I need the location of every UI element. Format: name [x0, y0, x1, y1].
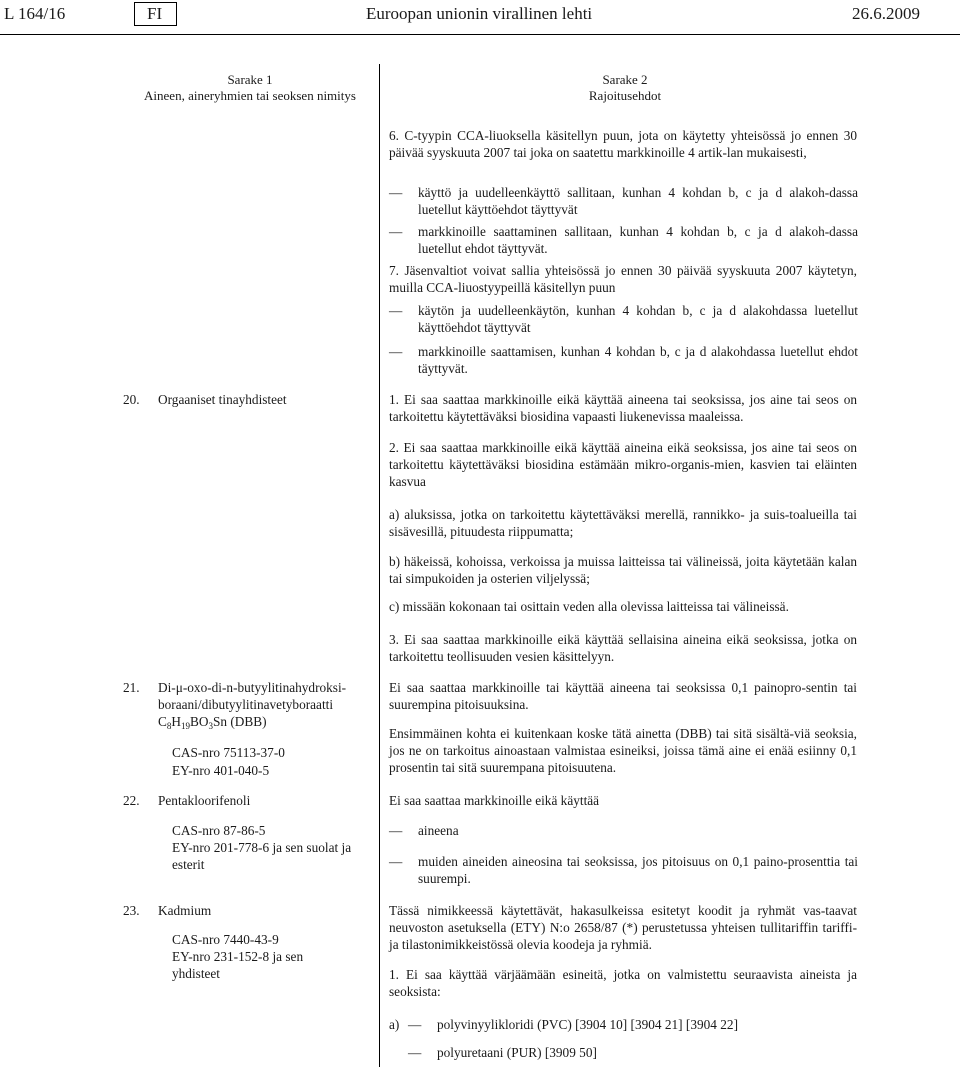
entry22-name: Pentakloorifenoli: [158, 793, 251, 808]
entry23-cas: CAS-nro 7440-43-9: [172, 932, 279, 947]
condition-p7-dash2: — markkinoille saattamisen, kunhan 4 kohdan b, c ja d alakohdassa luetellut ehdot täyttyvät.: [418, 343, 858, 377]
condition-p7: 7. Jäsenvaltiot voivat sallia yhteisössä jo ennen 30 päivää syyskuuta 2007 käytetyn, muilla CCA-liuostyypeillä käsitellyn puun: [389, 263, 857, 296]
entry20-name: Orgaaniset tinayhdisteet: [158, 392, 287, 407]
entry21-name-line2: boraani/dibutyylitinavetyboraatti: [158, 697, 334, 713]
entry23-number: 23.: [123, 903, 140, 918]
column1-head: [125, 72, 375, 104]
condition-p6-dash1: — käyttö ja uudelleenkäyttö sallitaan, kunhan 4 kohdan b, c ja d alakoh-dassa luetellut käyttöehdot täyttyvät: [418, 184, 858, 218]
entry20-p3: 3. Ei saa saattaa markkinoille eikä käyttää sellaisina aineina eikä seoksissa, jotka on tarkoitettu teollisuuden vesien käsittelyyn.: [389, 632, 857, 665]
journal-title: Euroopan unionin virallinen lehti: [366, 4, 593, 23]
language-code: FI: [134, 2, 177, 26]
column2-subtitle: Rajoitusehdot: [588, 88, 662, 103]
condition-p7-dash1: — käytön ja uudelleenkäytön, kunhan 4 kohdan b, c ja d alakohdassa luetellut käyttöehdot täyttyvät: [418, 302, 858, 336]
entry21-name: [158, 679, 376, 736]
entry21-condition2: Ensimmäinen kohta ei kuitenkaan koske tätä ainetta (DBB) tai sitä sisältä-viä seoksia, jos ne on tarkoitus ainoastaan valmistaa esineiksi, joissa tämä aine ei enää esiinny 0,1 prosentin tai sitä suurempana pitoisuutena.: [389, 726, 857, 776]
entry23-condition1: Tässä nimikkeessä käytettävät, hakasulkeissa esitetyt koodit ja ryhmät vas-taavat neuvoston asetuksella (ETY) N:o 2658/87 (*) perustetussa yhteisen tullitariffin tariffi- ja tilastonimikkeistössä olevia koodeja ja ryhmiä.: [389, 903, 857, 953]
entry22-dash2: — muiden aineiden aineosina tai seoksissa, jos pitoisuus on 0,1 paino-prosenttia tai suurempi.: [418, 853, 858, 887]
column-divider: [379, 64, 380, 1067]
entry21-formula: $C_8H_{19}BO_3Sn$ (DBB): [158, 714, 267, 732]
entry21-name-line1: Di-μ-oxo-di-n-butyylitinahydroksi-: [158, 680, 347, 695]
column2-head: [500, 72, 750, 104]
entry23-item-a-text: — polyvinyylikloridi (PVC) [3904 10] [3904 21] [3904 22]: [437, 1016, 857, 1033]
entry23-condition2: 1. Ei saa käyttää värjäämään esineitä, jotka on valmistettu seuraavista aineista ja seoksista:: [389, 967, 857, 1000]
entry22-ey: EY-nro 201-778-6 ja sen suolat ja esterit: [172, 840, 352, 873]
entry20-number: 20.: [123, 392, 140, 407]
entry22-number: 22.: [123, 793, 140, 808]
entry21-number: 21.: [123, 680, 140, 695]
entry22-dash1: — aineena: [418, 822, 858, 839]
entry23-item-a-label: a): [389, 1017, 400, 1032]
column2-title: Sarake 2: [602, 72, 648, 87]
header-rule: [0, 34, 960, 35]
entry21-cas: CAS-nro 75113-37-0: [172, 745, 285, 760]
journal-header: [0, 2, 960, 28]
entry22-condition1: Ei saa saattaa markkinoille eikä käyttää: [389, 793, 600, 808]
column1-title: Sarake 1: [227, 72, 273, 87]
condition-p6-dash2: — markkinoille saattaminen sallitaan, kunhan 4 kohdan b, c ja d alakoh-dassa luetellut ehdot täyttyvät.: [418, 223, 858, 257]
entry22-cas: CAS-nro 87-86-5: [172, 823, 266, 838]
entry23-name: Kadmium: [158, 903, 212, 918]
entry21-ey: EY-nro 401-040-5: [172, 763, 270, 778]
page-reference: L 164/16: [4, 4, 66, 23]
column1-subtitle: Aineen, aineryhmien tai seoksen nimitys: [144, 88, 356, 103]
entry23-item-b-text: — polyuretaani (PUR) [3909 50]: [437, 1044, 857, 1061]
entry20-p1: 1. Ei saa saattaa markkinoille eikä käyttää aineena tai seoksissa, jos aine tai seos on tarkoitettu käytettäväksi biosidina vapaasti liukenevissa maaleissa.: [389, 392, 857, 425]
entry20-item-a: a) aluksissa, jotka on tarkoitettu käytettäväksi merellä, rannikko- ja suis-toalueilla tai sisävesillä, pituudesta riippumatta;: [389, 507, 857, 540]
entry20-item-c: c) missään kokonaan tai osittain veden alla olevissa laitteissa tai välineissä.: [389, 599, 789, 614]
entry20-p2: 2. Ei saa saattaa markkinoille eikä käyttää aineina eikä seoksissa, jos aine tai seos on tarkoitettu käytettäväksi biosidina estämään mikro-organis-mien, kasvien tai eläinten kasvua: [389, 440, 857, 490]
entry23-ey: EY-nro 231-152-8 ja sen yhdisteet: [172, 949, 304, 982]
condition-p6: 6. C-tyypin CCA-liuoksella käsitellyn puun, jota on käytetty yhteisössä jo ennen 30 päivää syyskuuta 2007 tai joka on saatettu markkinoille 4 artik-lan mukaisesti,: [389, 128, 857, 161]
publication-date: 26.6.2009: [852, 4, 920, 23]
entry21-condition1: Ei saa saattaa markkinoille tai käyttää aineena tai seoksissa 0,1 painopro-sentin tai suurempina pitoisuuksina.: [389, 680, 857, 713]
entry20-item-b: b) häkeissä, kohoissa, verkoissa ja muissa laitteissa tai välineissä, joita käytetään kalan tai simpukoiden ja osterien viljelyssä;: [389, 554, 857, 587]
